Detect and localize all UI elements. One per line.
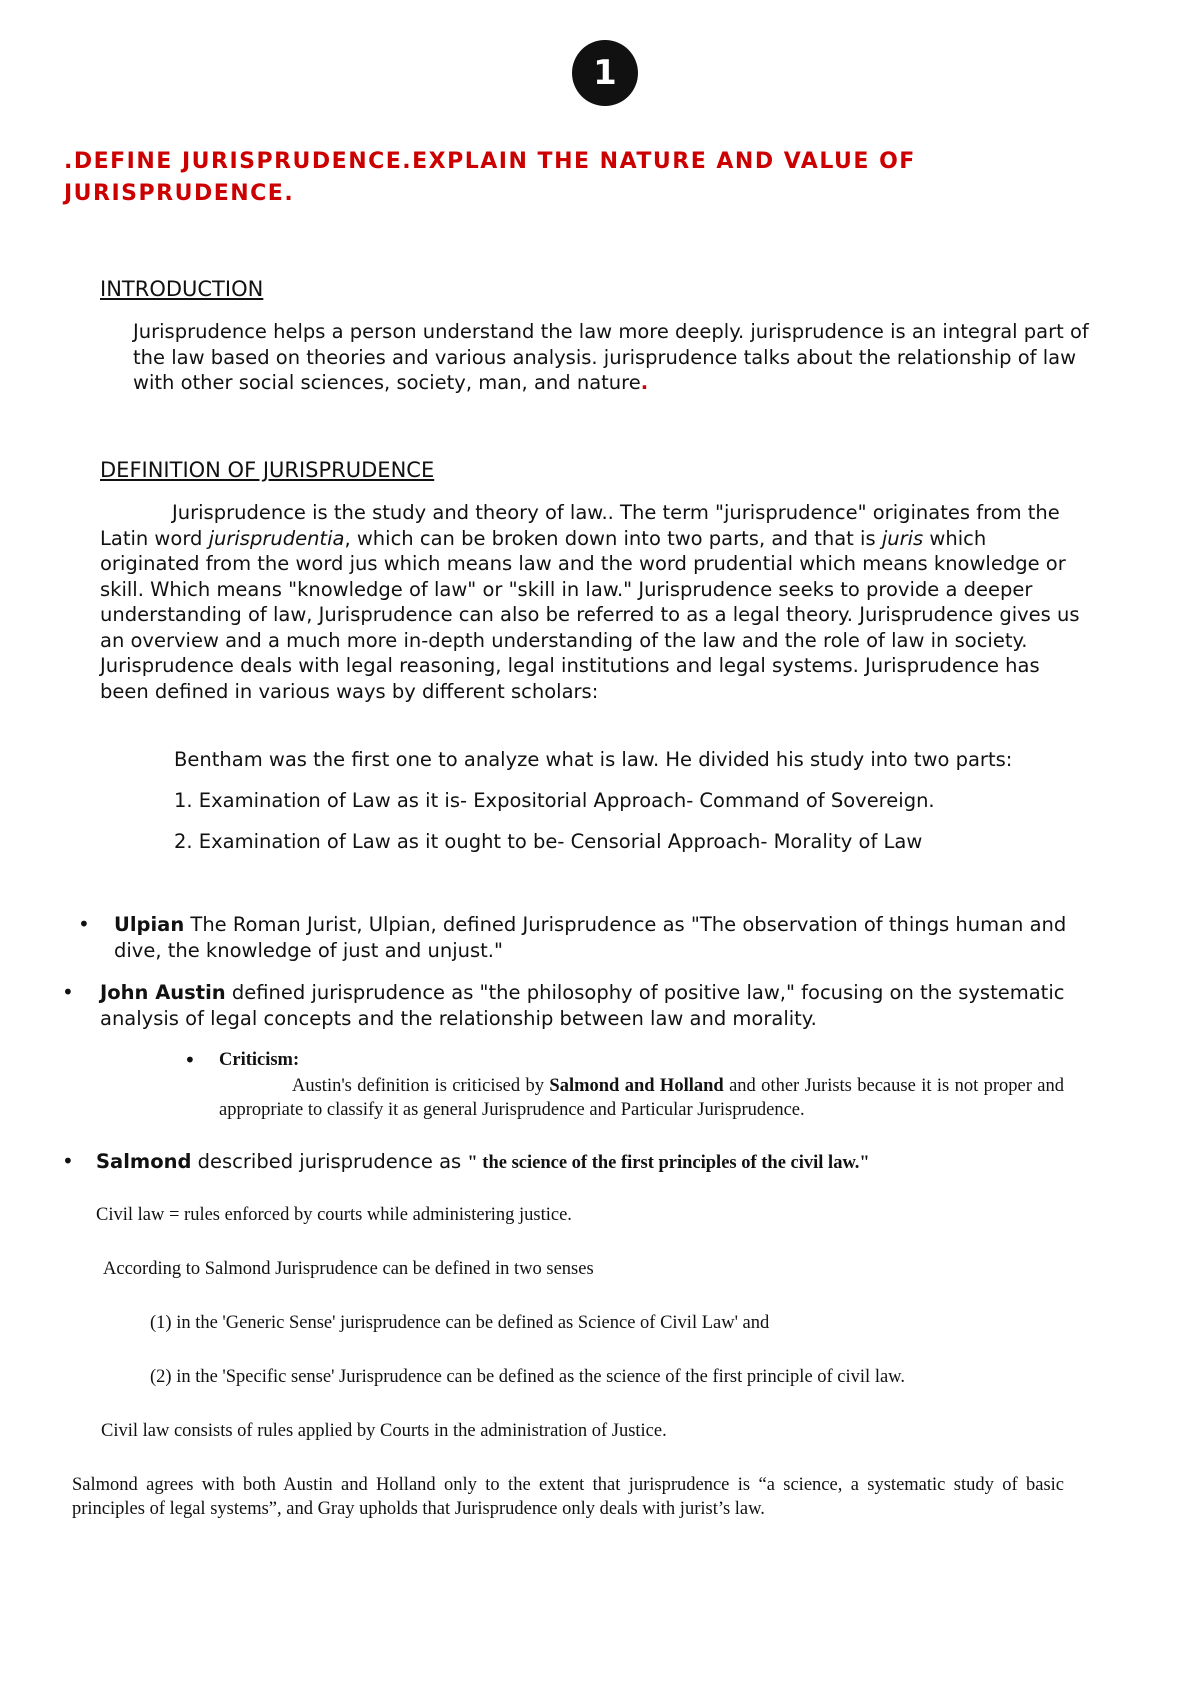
definition-text-c: which originated from the word jus which means law and the word prudential which means knowledge or skill. Which means "knowledge of law" or "skill in law." Jurisprudence seeks to provide a deeper understanding of law, Jurisprudence can also be referred to as a legal theory. Jurisprudence gives us an overview and a much more in-depth understanding of the law and the role of law in society. Jurisprudence deals with legal reasoning, legal institutions and legal systems. Jurisprudence has been defined in various ways by different scholars: [100,526,1080,703]
bullet-icon: • [62,980,74,1004]
salmond-name: Salmond [96,1150,192,1173]
salmond-two-senses: According to Salmond Jurisprudence can be defined in two senses [103,1259,594,1279]
ulpian-item [114,912,1074,963]
civil-law-definition: Civil law = rules enforced by courts while administering justice. [96,1205,572,1225]
austin-item [100,980,1080,1031]
bentham-item-1: 1. Examination of Law as it is- Expositorial Approach- Command of Sovereign. [174,789,935,812]
criticism-bold-names: Salmond and Holland [549,1076,724,1096]
page-title: .DEFINE JURISPRUDENCE.EXPLAIN THE NATURE AND VALUE OF JURISPRUDENCE. [64,149,916,206]
latin-word-juris: juris [881,526,924,550]
definition-text-a: Jurisprudence is the study and theory of law.. The term "jurisprudence" originates from the Latin word [100,501,1060,550]
introduction-paragraph [133,319,1093,396]
criticism-text-b: and other Jurists because it is not proper and appropriate to classify it as general Jurisprudence and Particular Jurisprudence. [219,1076,1065,1120]
definition-text-b: , which can be broken down into two parts, and that is [344,526,882,550]
bentham-item-2: 2. Examination of Law as it ought to be- Censorial Approach- Morality of Law [174,830,923,853]
austin-text: defined jurisprudence as "the philosophy of positive law," focusing on the systematic analysis of legal concepts and the relationship between law and morality. [100,981,1065,1030]
criticism-label-text: Criticism: [219,1050,300,1070]
criticism-paragraph [219,1074,1064,1122]
criticism-label [219,1048,299,1072]
definition-heading: DEFINITION OF JURISPRUDENCE [100,458,435,482]
salmond-quote: " the science of the first principles of the civil law." [467,1153,870,1173]
latin-word-jurisprudentia: jurisprudentia [208,526,345,550]
introduction-text: Jurisprudence helps a person understand the law more deeply. jurisprudence is an integral part of the law based on theories and various analysis. jurisprudence talks about the relationship of law with other social sciences, society, man, and nature [133,320,1089,394]
ulpian-name: Ulpian [114,913,185,936]
definition-paragraph [100,500,1080,704]
page-number-badge: 1 [572,40,638,106]
bullet-icon: • [62,1149,74,1173]
civil-law-consists: Civil law consists of rules applied by Courts in the administration of Justice. [101,1421,667,1441]
criticism-text-a: Austin's definition is criticised by [292,1076,550,1096]
bullet-icon: • [184,1048,196,1072]
specific-sense: (2) in the 'Specific sense' Jurisprudence can be defined as the science of the first principle of civil law. [150,1367,905,1387]
salmond-item [96,1149,1096,1177]
introduction-heading: INTRODUCTION [100,277,264,301]
austin-name: John Austin [100,981,226,1004]
ulpian-text: The Roman Jurist, Ulpian, defined Jurisprudence as "The observation of things human and dive, the knowledge of just and unjust." [114,913,1067,962]
salmond-agrees-paragraph: Salmond agrees with both Austin and Holland only to the extent that jurisprudence is “a science, a systematic study of basic principles of legal systems”, and Gray upholds that Jurisprudence only deals with jurist’s law. [72,1475,1064,1519]
introduction-end-dot: . [640,371,649,394]
bullet-icon: • [78,912,90,936]
generic-sense: (1) in the 'Generic Sense' jurisprudence can be defined as Science of Civil Law' and [150,1313,770,1333]
bentham-paragraph: Bentham was the first one to analyze what is law. He divided his study into two parts: [174,748,1013,771]
salmond-text: described jurisprudence as [191,1150,468,1173]
